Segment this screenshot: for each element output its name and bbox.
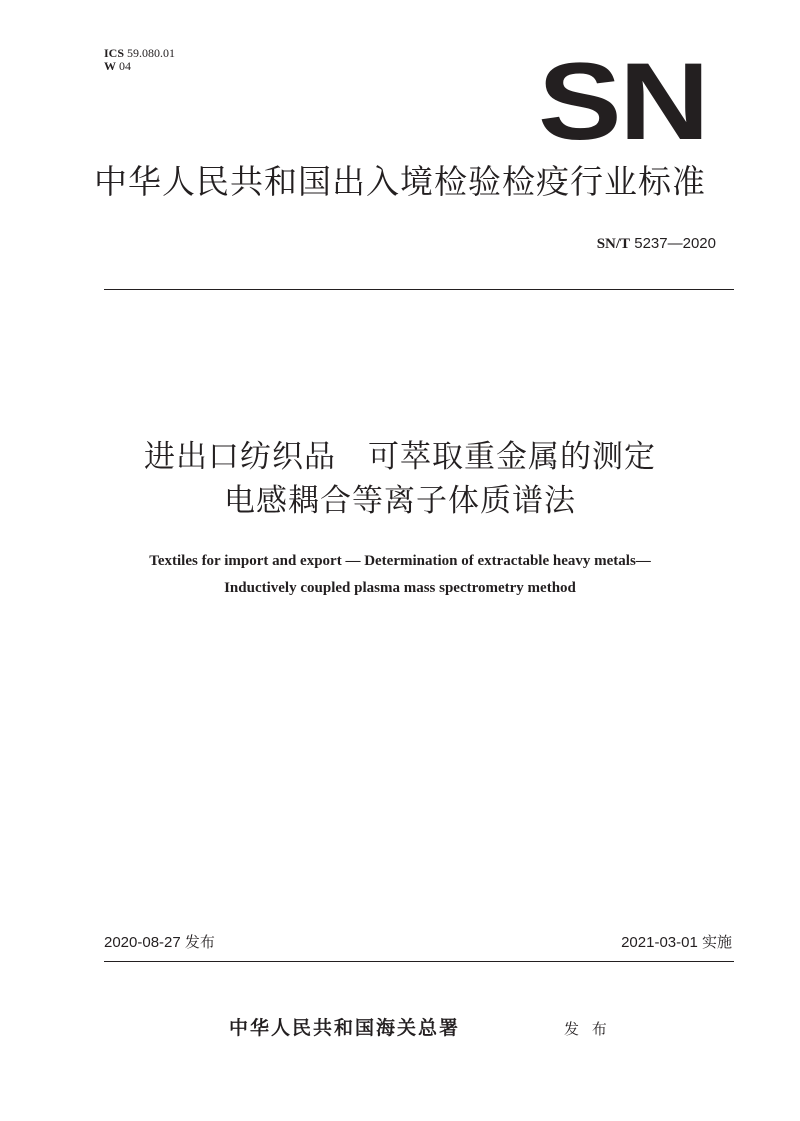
classification-codes	[104, 47, 175, 73]
w-code: W 04	[104, 59, 131, 73]
standard-number-value: 5237—2020	[634, 235, 716, 252]
issue-label: 发 布	[564, 1020, 611, 1038]
issuing-authority: 中华人民共和国海关总署	[229, 1017, 461, 1039]
sn-logo: SN	[538, 39, 708, 163]
ics-code: ICS 59.080.01	[104, 46, 176, 60]
bottom-divider	[104, 961, 734, 962]
english-title-line-1: Textiles for import and export — Determination of extractable heavy metals—	[149, 553, 651, 569]
chinese-title-line-1: 进出口纺织品 可萃取重金属的测定	[144, 439, 656, 475]
industry-standard-title: 中华人民共和国出入境检验检疫行业标准	[94, 162, 706, 201]
implementation-date: 2021-03-01 实施	[621, 934, 732, 951]
standard-number-prefix: SN/T	[596, 236, 631, 252]
chinese-title-line-2: 电感耦合等离子体质谱法	[224, 483, 576, 519]
issue-date: 2020-08-27 发布	[104, 934, 215, 951]
english-title-line-2: Inductively coupled plasma mass spectrometry method	[224, 580, 576, 596]
top-divider	[104, 289, 734, 290]
standard-number	[597, 234, 716, 254]
